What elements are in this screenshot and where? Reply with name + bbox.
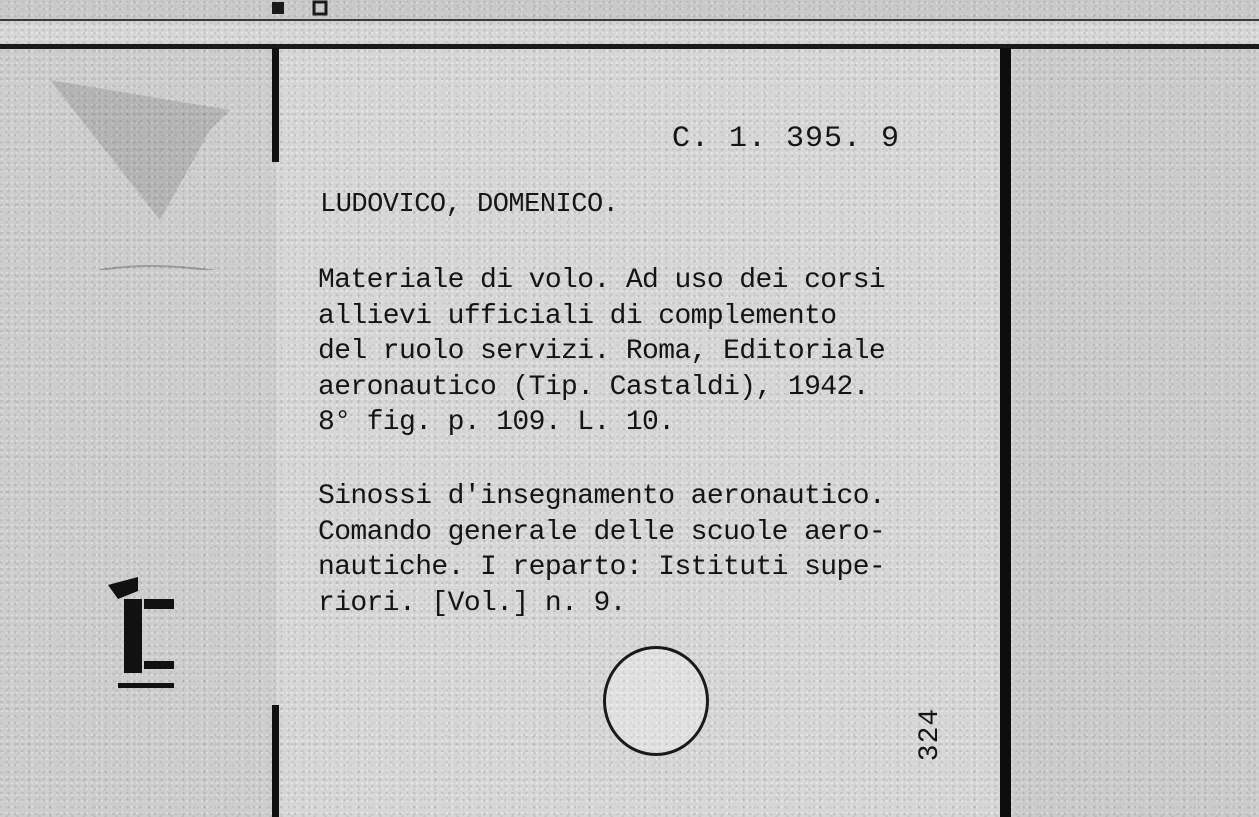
card-number-text: 324 [915,707,947,761]
description-line: Materiale di volo. Ad uso dei corsi [318,265,886,296]
title-description [318,263,885,441]
right-margin-strip [1010,48,1259,817]
series-line: riori. [Vol.] n. 9. [318,587,626,619]
shelfmark: C. 1. 395. 9 [672,122,901,156]
description-line: del ruolo servizi. Roma, Editoriale [318,336,886,367]
top-thin-rule [0,19,1259,21]
series-line: nautiche. I reparto: Istituti supe- [318,552,886,583]
card-number [902,702,960,766]
right-rule [1000,48,1011,817]
series-line: Comando generale delle scuole aero- [318,516,886,548]
series-line: Sinossi d'insegnamento aeronautico. [318,481,886,512]
left-rule-lower [272,705,279,817]
series-note [318,479,885,621]
top-edge-marks [268,0,338,18]
author-heading: LUDOVICO, DOMENICO. [320,190,619,220]
description-line: 8° fig. p. 109. L. 10. [318,407,675,438]
index-tab-marker [108,577,178,697]
description-line: aeronautico (Tip. Castaldi), 1942. [318,371,869,403]
left-rule-upper [272,48,279,162]
corner-smudge-mark [40,70,250,270]
description-line: allievi ufficiali di complemento [318,300,837,332]
punch-hole [603,646,709,756]
top-rule [0,44,1259,49]
